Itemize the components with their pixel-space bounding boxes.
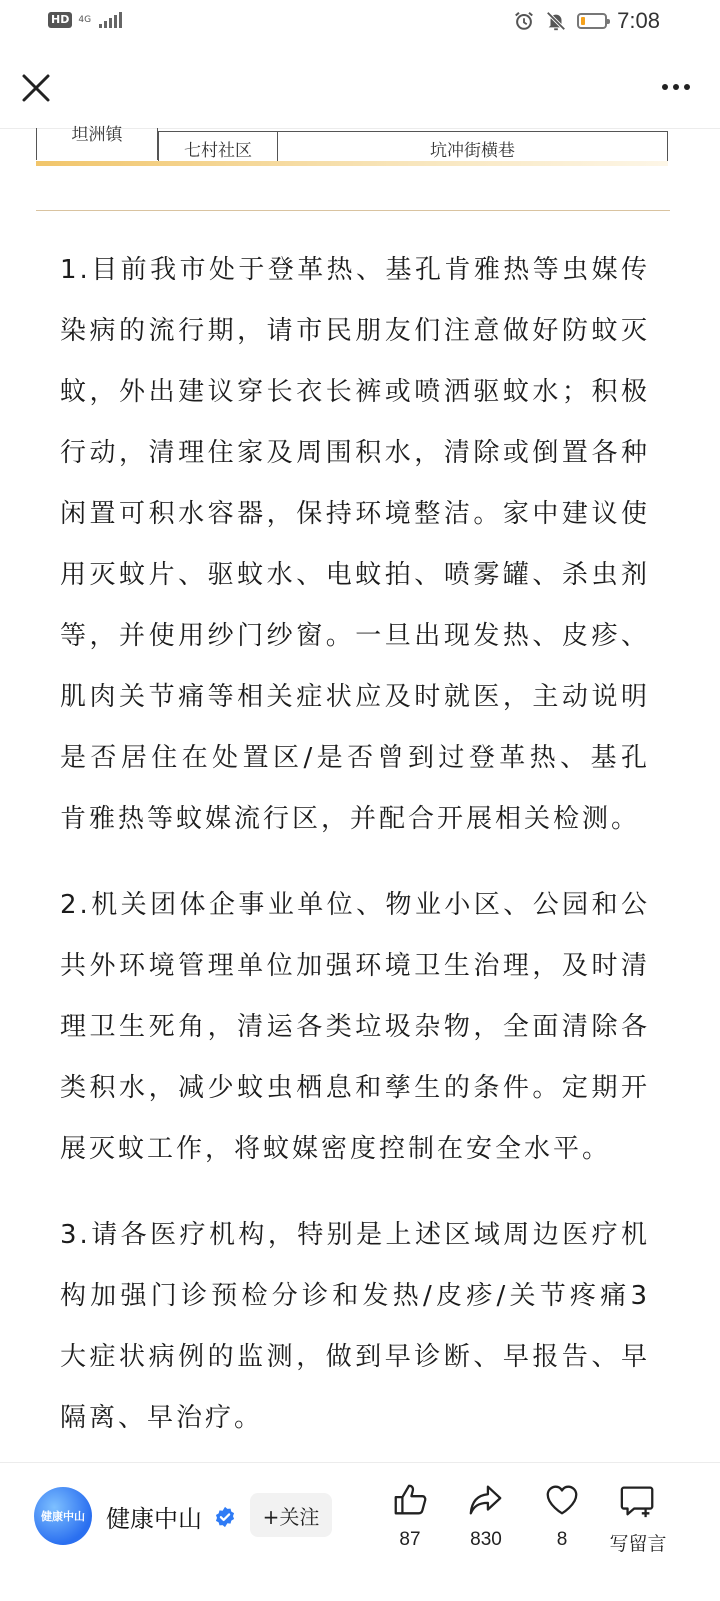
- network-type: 4G: [78, 14, 92, 25]
- battery-level: [581, 17, 585, 25]
- more-dots-icon: [662, 84, 668, 90]
- article-body: [60, 240, 650, 1474]
- verified-badge-icon: [214, 1506, 236, 1528]
- battery-icon: [577, 13, 607, 29]
- top-bar: [0, 46, 720, 129]
- account-name[interactable]: 健康中山: [106, 1506, 202, 1533]
- clock: 7:08: [617, 8, 660, 33]
- comment-label: 写留言: [609, 1534, 667, 1555]
- article-paragraph-3: 3.请各医疗机构，特别是上述区域周边医疗机构加强门诊预检分诊和发热/皮疹/关节疼痛3大症状病例的监测，做到早诊断、早报告、早隔离、早治疗。: [60, 1220, 650, 1433]
- article-paragraph-1: 1.目前我市处于登革热、基孔肯雅热等虫媒传染病的流行期，请市民朋友们注意做好防蚊灭蚊，外出建议穿长衣长裤或喷洒驱蚊水；积极行动，清理住家及周围积水，清除或倒置各种闲置可积水容器，保持环境整洁。家中建议使用灭蚊片、驱蚊水、电蚊拍、喷雾罐、杀虫剂等，并使用纱门纱窗。一旦出现发热、皮疹、肌肉关节痛等相关症状应及时就医，主动说明是否居住在处置区/是否曾到过登革热、基孔肯雅热等蚊媒流行区，并配合开展相关检测。: [60, 255, 650, 834]
- mute-bell-icon: [545, 10, 567, 32]
- thumbs-up-icon: [391, 1481, 429, 1519]
- heart-icon: [543, 1481, 581, 1519]
- table-cell-town: 坦洲镇: [36, 128, 158, 160]
- signal-icon: [99, 12, 122, 28]
- account-avatar[interactable]: [34, 1487, 92, 1545]
- comment-plus-icon: [619, 1481, 657, 1519]
- table-cell-street: 坑冲街横巷: [277, 131, 668, 165]
- follow-button[interactable]: +关注: [250, 1493, 332, 1537]
- share-arrow-icon: [467, 1481, 505, 1519]
- status-right-group: [513, 8, 660, 34]
- share-count: 830: [470, 1529, 502, 1550]
- avatar-text: 健康中山: [41, 1510, 85, 1523]
- favorite-count: 8: [556, 1529, 568, 1550]
- comment-button[interactable]: [598, 1481, 678, 1581]
- close-button[interactable]: [16, 68, 56, 108]
- like-button[interactable]: [370, 1481, 450, 1581]
- more-options-button[interactable]: [656, 72, 696, 102]
- alarm-icon: [513, 10, 535, 32]
- favorite-button[interactable]: [522, 1481, 602, 1581]
- hd-badge: HD: [48, 12, 72, 28]
- close-icon: [16, 68, 56, 108]
- status-left-group: [48, 12, 122, 28]
- status-bar: [0, 0, 720, 46]
- table-accent-bar: [36, 161, 668, 166]
- area-table-fragment: [36, 125, 668, 168]
- article-paragraph-2: 2.机关团体企事业单位、物业小区、公园和公共外环境管理单位加强环境卫生治理，及时清理卫生死角，清运各类垃圾杂物，全面清除各类积水，减少蚊虫栖息和孳生的条件。定期开展灭蚊工作，将蚊媒密度控制在安全水平。: [60, 890, 650, 1164]
- share-button[interactable]: [446, 1481, 526, 1581]
- table-cell-community: 七村社区: [158, 131, 278, 165]
- like-count: 87: [399, 1529, 421, 1550]
- bottom-action-bar: [0, 1462, 720, 1601]
- section-divider: [36, 210, 670, 211]
